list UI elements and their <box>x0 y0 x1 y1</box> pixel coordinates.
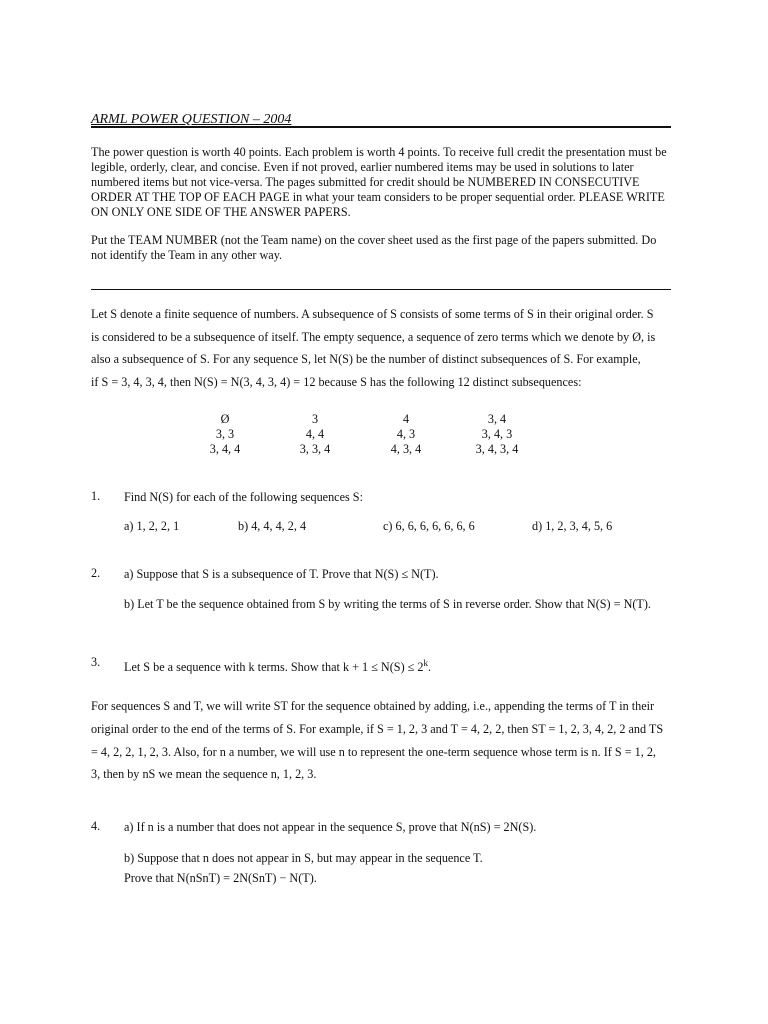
subsequence-column <box>371 412 441 457</box>
problem-4-part-b-line-1: b) Suppose that n does not appear in S, but may appear in the sequence T. <box>124 851 483 865</box>
definition-line-1: Let S denote a finite sequence of numbers. A subsequence of S consists of some terms of S in their original order. S <box>91 307 654 321</box>
problem-3-number: 3. <box>91 655 101 669</box>
problem-3-exponent: k <box>423 658 428 668</box>
subsequence-item: 3, 3, 4 <box>299 442 331 456</box>
subsequence-item: 4, 4 <box>305 427 325 441</box>
problem-1-choice-d: d) 1, 2, 3, 4, 5, 6 <box>532 519 613 533</box>
subsequence-column <box>190 412 260 457</box>
problem-2-part-a: a) Suppose that S is a subsequence of T. Prove that N(S) ≤ N(T). <box>124 567 439 581</box>
problem-1-text: Find N(S) for each of the following sequences S: <box>124 490 363 504</box>
subsequence-item: 3 <box>311 412 319 426</box>
intro-paragraph-2: Put the TEAM NUMBER (not the Team name) on the cover sheet used as the first page of the papers submitted. Do not identify the Team in any other way. <box>91 233 657 262</box>
subsequence-item: 3, 4, 3 <box>481 427 513 441</box>
concat-line-2: original order to the end of the terms of S. For example, if S = 1, 2, 3 and T = 4, 2, 2, then ST = 1, 2, 3, 4, 2, 2 and TS <box>91 722 664 736</box>
problem-3-period: . <box>428 660 432 675</box>
subsequence-item: 3, 4 <box>487 412 507 426</box>
intro-paragraph-1: The power question is worth 40 points. Each problem is worth 4 points. To receive full credit the presentation must be legible, orderly, clear, and concise. Even if not proved, earlier numbered items may be used in solutions to later numbered items but not vice-versa. The pages submitted for credit should be NUMBERED IN CONSECUTIVE ORDER AT THE TOP OF EACH PAGE in what your team considers to be proper sequential order. PLEASE WRITE ON ONLY ONE SIDE OF THE ANSWER PAPERS. <box>91 145 667 219</box>
problem-1-choice-b: b) 4, 4, 4, 2, 4 <box>238 519 307 533</box>
problem-1-choice-c: c) 6, 6, 6, 6, 6, 6, 6 <box>383 519 475 533</box>
subsequence-column <box>462 412 532 457</box>
problem-3-statement: Let S be a sequence with k terms. Show that k + 1 ≤ N(S) ≤ 2 <box>124 660 424 675</box>
subsequence-item: 3, 4, 4 <box>209 442 241 456</box>
definition-line-2: is considered to be a subsequence of itself. The empty sequence, a sequence of zero terms which we denote by Ø, is <box>91 330 656 344</box>
page-title: ARML POWER QUESTION – 2004 <box>91 112 292 127</box>
subsequence-item: 4 <box>402 412 410 426</box>
concat-line-1: For sequences S and T, we will write ST for the sequence obtained by adding, i.e., appending the terms of T in their <box>91 699 655 713</box>
problem-1-choice-a: a) 1, 2, 2, 1 <box>124 519 180 533</box>
definition-line-3: also a subsequence of S. For any sequence S, let N(S) be the number of distinct subsequences of S. For example, <box>91 352 641 366</box>
problem-4-number: 4. <box>91 819 101 833</box>
subsequence-item: 4, 3 <box>396 427 416 441</box>
subsequence-column <box>280 412 350 457</box>
concat-line-3: = 4, 2, 2, 1, 2, 3. Also, for n a number, we will use n to represent the one-term sequence whose term is n. If S = 1, 2, <box>91 745 656 759</box>
problem-1-number: 1. <box>91 489 101 503</box>
section-divider <box>91 289 671 290</box>
definition-line-4: if S = 3, 4, 3, 4, then N(S) = N(3, 4, 3, 4) = 12 because S has the following 12 distinct subsequences: <box>91 375 582 389</box>
subsequence-item: 3, 3 <box>215 427 235 441</box>
concat-line-4: 3, then by nS we mean the sequence n, 1, 2, 3. <box>91 767 317 781</box>
problem-2-number: 2. <box>91 566 101 580</box>
subsequence-item: 3, 4, 3, 4 <box>475 442 519 456</box>
problem-4-part-b-line-2: Prove that N(nSnT) = 2N(SnT) − N(T). <box>124 871 317 885</box>
subsequence-item: 4, 3, 4 <box>390 442 422 456</box>
subsequence-item: Ø <box>220 412 230 426</box>
title-rule <box>91 126 671 128</box>
problem-3-text <box>124 655 684 676</box>
problem-4-part-a: a) If n is a number that does not appear in the sequence S, prove that N(nS) = 2N(S). <box>124 820 537 834</box>
problem-2-part-b: b) Let T be the sequence obtained from S by writing the terms of S in reverse order. Show that N(S) = N(T). <box>124 597 651 611</box>
